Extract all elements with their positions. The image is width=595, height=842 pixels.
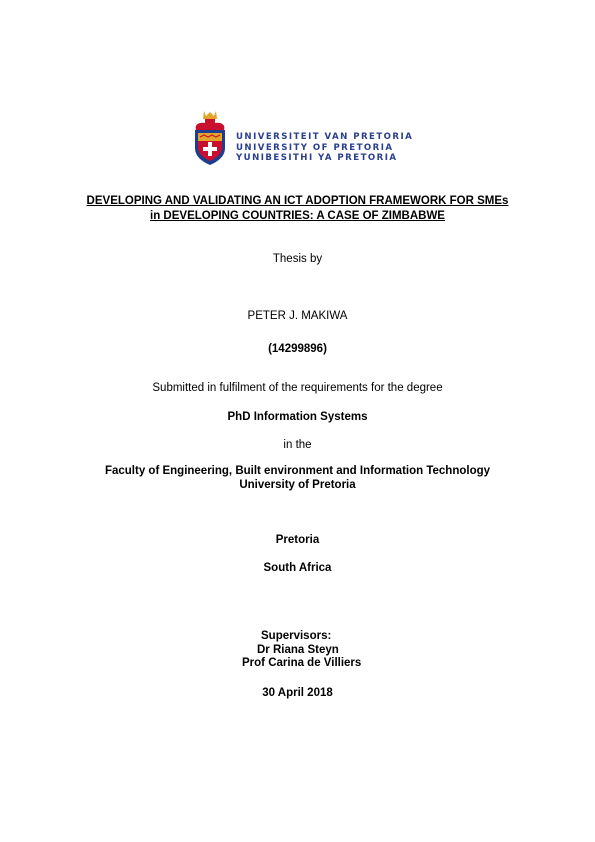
supervisors-heading: Supervisors: xyxy=(261,630,332,642)
title-line-2: in DEVELOPING COUNTRIES: A CASE OF ZIMBABWE xyxy=(150,210,445,222)
university-crest-icon xyxy=(190,108,230,166)
university-logo xyxy=(190,108,414,168)
supervisors-block xyxy=(240,630,380,671)
logo-line-afrikaans: UNIVERSITEIT VAN PRETORIA xyxy=(236,132,414,142)
author-name: PETER J. MAKIWA xyxy=(247,310,348,322)
logo-line-english: UNIVERSITY OF PRETORIA xyxy=(236,142,394,153)
thesis-title xyxy=(0,194,595,224)
thesis-by: Thesis by xyxy=(272,253,323,265)
logo-line-sepedi: YUNIBESITHI YA PRETORIA xyxy=(236,153,398,163)
country: South Africa xyxy=(263,562,332,574)
submission-date: 30 April 2018 xyxy=(262,687,333,699)
university-name: University of Pretoria xyxy=(239,479,356,491)
title-line-1: DEVELOPING AND VALIDATING AN ICT ADOPTION FRAMEWORK FOR SMEs xyxy=(86,195,509,207)
student-number: (14299896) xyxy=(268,343,327,355)
supervisor-2: Prof Carina de Villiers xyxy=(242,657,362,669)
supervisor-1: Dr Riana Steyn xyxy=(257,643,339,656)
faculty-name: Faculty of Engineering, Built environment and Information Technology xyxy=(104,465,491,477)
submission-statement: Submitted in fulfilment of the requirements for the degree xyxy=(152,382,443,394)
in-the-text: in the xyxy=(283,439,312,451)
degree-name: PhD Information Systems xyxy=(227,411,368,423)
city: Pretoria xyxy=(275,534,320,546)
